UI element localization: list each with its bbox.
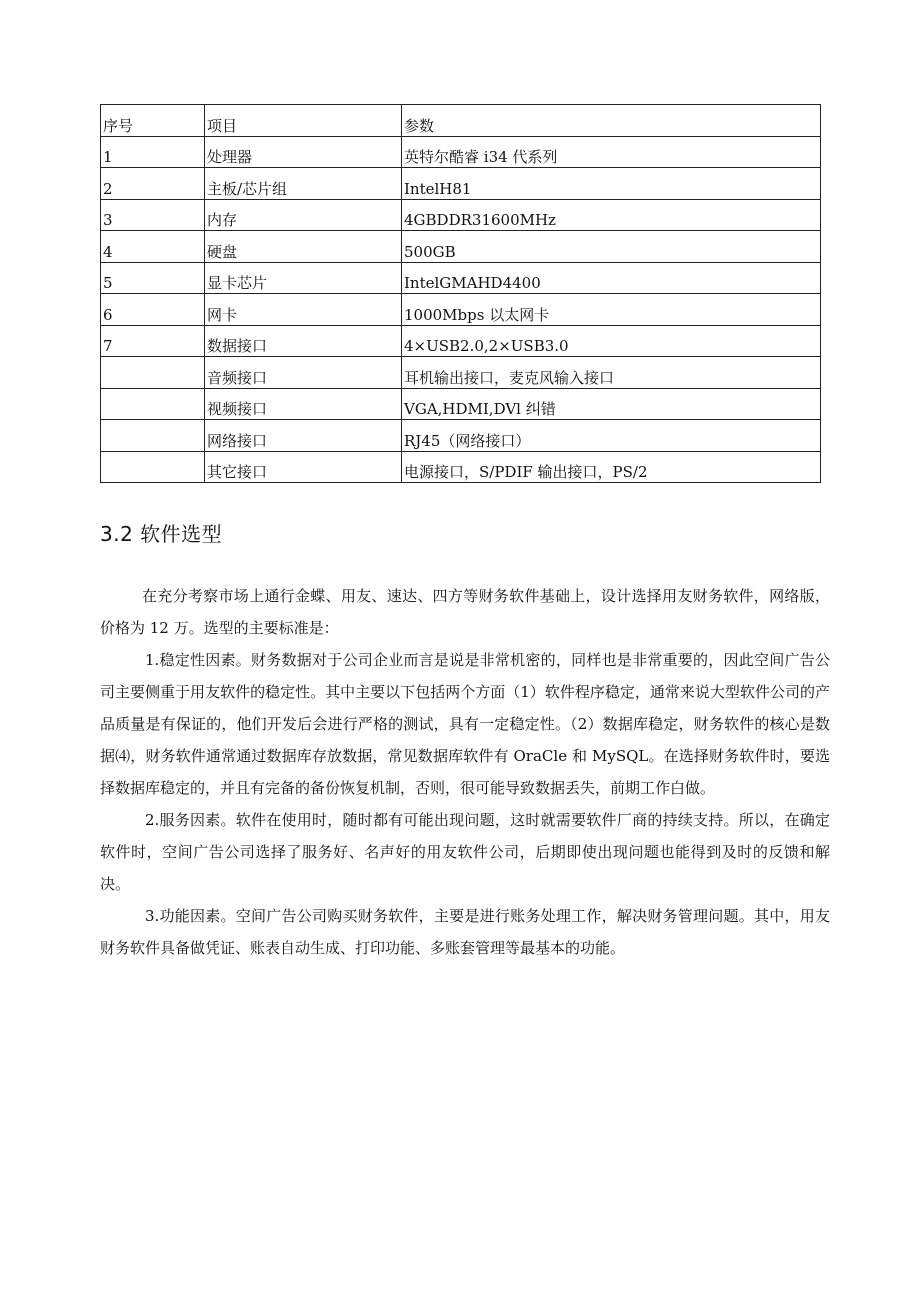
cell-index: 2	[101, 168, 205, 200]
cell-item: 显卡芯片	[205, 262, 402, 294]
cell-param: 耳机输出接口，麦克风输入接口	[402, 357, 821, 389]
cell-param: 4×USB2.0,2×USB3.0	[402, 325, 821, 357]
table-row	[101, 325, 821, 357]
header-cell-param: 参数	[402, 105, 821, 137]
table-row	[101, 420, 821, 452]
cell-item: 音频接口	[205, 357, 402, 389]
cell-item: 硬盘	[205, 231, 402, 263]
cell-param: 英特尔酷睿 i34 代系列	[402, 136, 821, 168]
cell-index	[101, 420, 205, 452]
stability-paragraph: 1.稳定性因素。财务数据对于公司企业而言是说是非常机密的，同样也是非常重要的，因此空间广告公司主要侧重于用友软件的稳定性。其中主要以下包括两个方面（1）软件程序稳定，通常来说大型软件公司的产品质量是有保证的，他们开发后会进行严格的测试，具有一定稳定性。（2）数据库稳定，财务软件的核心是数据⑷，财务软件通常通过数据库存放数据，常见数据库软件有 OraCle 和 MySQL。在选择财务软件时，要选择数据库稳定的，并且有完备的备份恢复机制，否则，很可能导致数据丢失，前期工作白做。	[100, 651, 830, 797]
cell-index	[101, 357, 205, 389]
cell-item: 网络接口	[205, 420, 402, 452]
table-row	[101, 451, 821, 483]
cell-index: 7	[101, 325, 205, 357]
table-row	[101, 388, 821, 420]
cell-item: 其它接口	[205, 451, 402, 483]
cell-item: 内存	[205, 199, 402, 231]
table-row	[101, 231, 821, 263]
cell-index: 3	[101, 199, 205, 231]
table-header-row	[101, 105, 821, 137]
cell-param: IntelH81	[402, 168, 821, 200]
cell-index: 5	[101, 262, 205, 294]
header-cell-item: 项目	[205, 105, 402, 137]
cell-index	[101, 388, 205, 420]
cell-index: 4	[101, 231, 205, 263]
header-cell-index: 序号	[101, 105, 205, 137]
intro-paragraph: 在充分考察市场上通行金蝶、用友、速达、四方等财务软件基础上，设计选择用友财务软件，网络版，价格为 12 万。选型的主要标准是：	[100, 587, 830, 637]
cell-param: RJ45（网络接口）	[402, 420, 821, 452]
cell-param: 1000Mbps 以太网卡	[402, 294, 821, 326]
cell-param: 电源接口，S/PDIF 输出接口，PS/2	[402, 451, 821, 483]
cell-param: VGA,HDMI,DVl 纠错	[402, 388, 821, 420]
table-row	[101, 357, 821, 389]
table-row	[101, 168, 821, 200]
cell-index: 6	[101, 294, 205, 326]
section-heading: 3.2 软件选型	[100, 522, 223, 546]
table-row	[101, 136, 821, 168]
table-row	[101, 262, 821, 294]
cell-index: 1	[101, 136, 205, 168]
cell-item: 处理器	[205, 136, 402, 168]
cell-param: IntelGMAHD4400	[402, 262, 821, 294]
table-row	[101, 199, 821, 231]
cell-item: 视频接口	[205, 388, 402, 420]
cell-item: 主板/芯片组	[205, 168, 402, 200]
cell-param: 4GBDDR31600MHz	[402, 199, 821, 231]
cell-item: 数据接口	[205, 325, 402, 357]
service-paragraph: 2.服务因素。软件在使用时，随时都有可能出现问题，这时就需要软件厂商的持续支持。所以，在确定软件时，空间广告公司选择了服务好、名声好的用友软件公司，后期即使出现问题也能得到及时的反馈和解决。	[100, 811, 830, 893]
body-text	[100, 580, 830, 964]
cell-item: 网卡	[205, 294, 402, 326]
function-paragraph: 3.功能因素。空间广告公司购买财务软件，主要是进行账务处理工作，解决财务管理问题。其中，用友财务软件具备做凭证、账表自动生成、打印功能、多账套管理等最基本的功能。	[100, 907, 830, 957]
table-row	[101, 294, 821, 326]
cell-param: 500GB	[402, 231, 821, 263]
hardware-spec-table	[100, 104, 821, 483]
cell-index	[101, 451, 205, 483]
